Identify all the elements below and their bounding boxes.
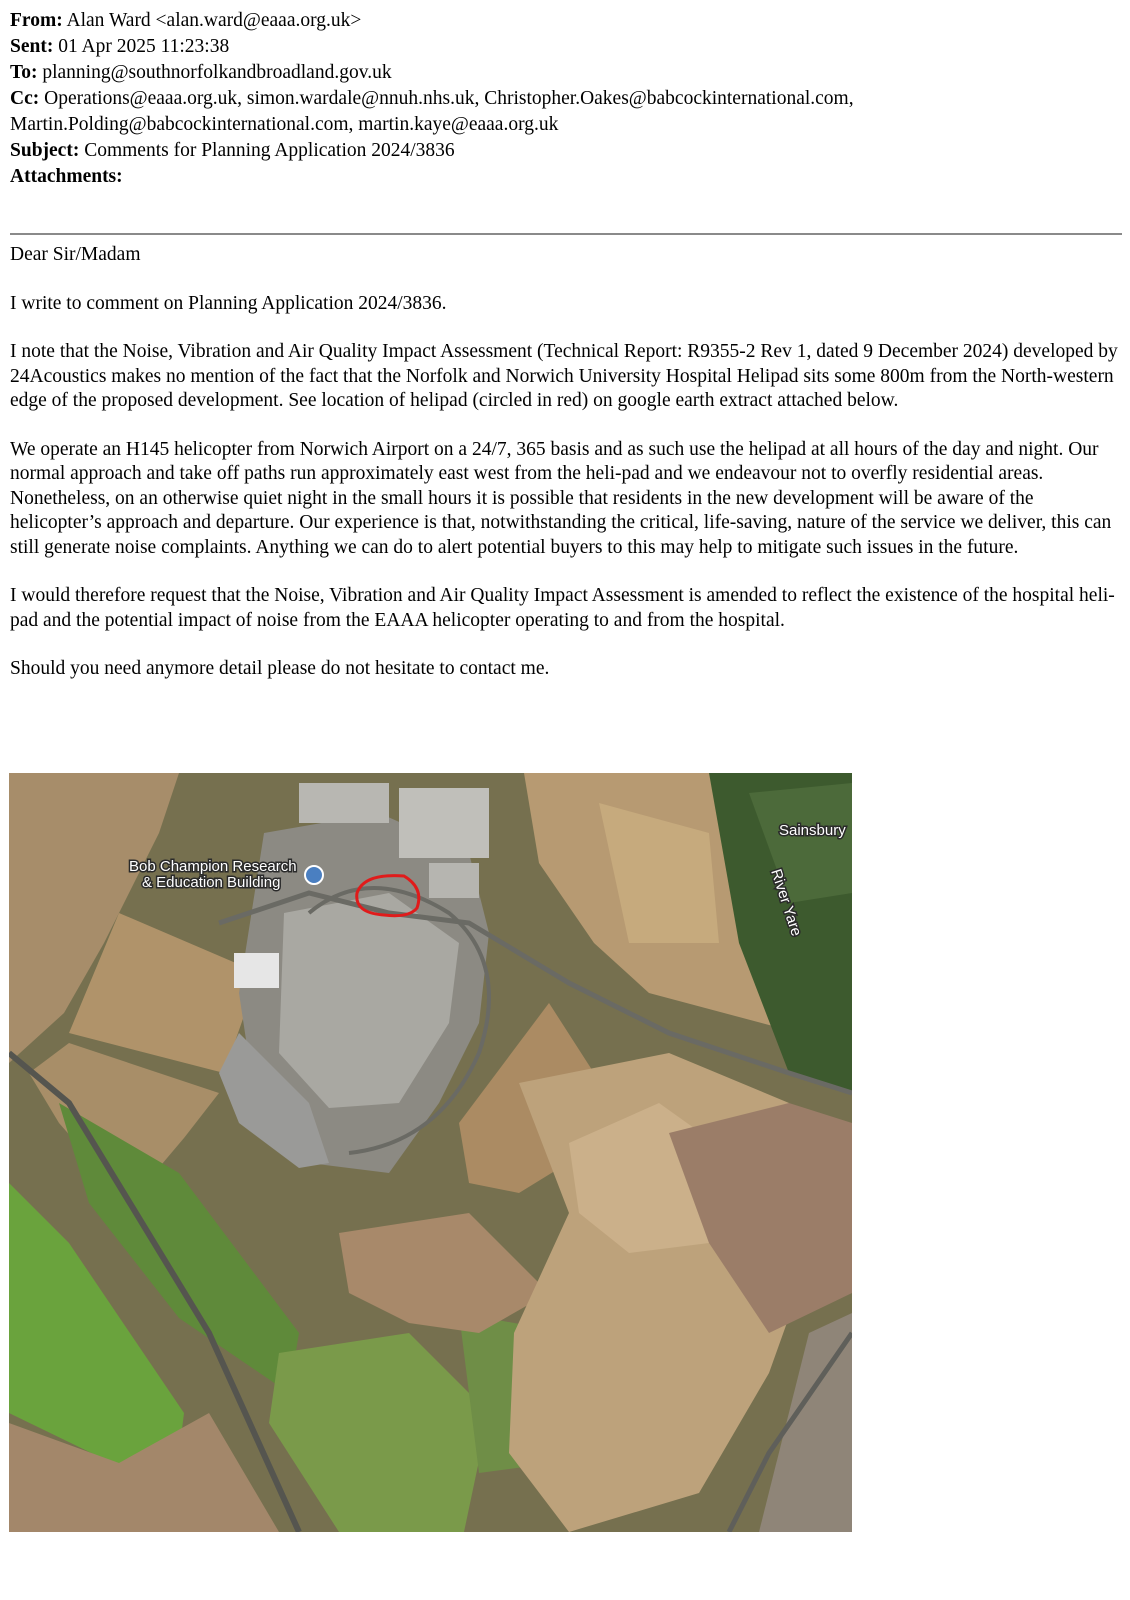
map-label-building-line2: & Education Building (142, 874, 281, 891)
cc-value-line1: Operations@eaaa.org.uk, simon.wardale@nnuh.nhs.uk, Christopher.Oakes@babcockinternational.com, (44, 88, 854, 109)
paragraph-5: Should you need anymore detail please do not hesitate to contact me. (10, 658, 550, 679)
paragraph-4: I would therefore request that the Noise, Vibration and Air Quality Impact Assessment is amended to reflect the existence of the hospital heli-pad and the potential impact of noise from the EAAA helicopter operating to and from the hospital. (10, 585, 1115, 631)
paragraph-1: I write to comment on Planning Application 2024/3836. (10, 292, 447, 314)
cc-label: Cc: (10, 88, 40, 109)
cc-line (10, 86, 1110, 112)
aerial-map-image (9, 773, 852, 1532)
sent-value: 01 Apr 2025 11:23:38 (58, 36, 230, 57)
map-label-store: Sainsbury (779, 822, 846, 839)
from-label: From: (10, 10, 63, 31)
cc-value-line2: Martin.Polding@babcockinternational.com, martin.kaye@eaaa.org.uk (10, 114, 559, 135)
to-value: planning@southnorfolkandbroadland.gov.uk (42, 62, 392, 83)
to-label: To: (10, 62, 38, 83)
sent-line (10, 34, 1110, 60)
header-divider (10, 233, 1122, 235)
education-icon (305, 866, 323, 884)
sent-label: Sent: (10, 36, 54, 57)
greeting: Dear Sir/Madam (10, 244, 141, 265)
aerial-map-drawing (9, 773, 852, 1532)
from-line (10, 8, 1110, 34)
map-label-river: River Yare (767, 866, 805, 939)
subject-line (10, 138, 1110, 164)
paragraph-3: We operate an H145 helicopter from Norwich Airport on a 24/7, 365 basis and as such use the helipad at all hours of the day and night. Our normal approach and take off paths run approximately east west from the heli-pad and we endeavour not to overfly residential areas. Nonetheless, on an otherwise quiet night in the small hours it is possible that residents in the new development will be aware of the helicopter’s approach and departure. Our experience is that, notwithstanding the critical, life-saving, nature of the service we deliver, this can still generate noise complaints. Anything we can do to alert potential buyers to this may help to mitigate such issues in the future. (10, 438, 1112, 558)
subject-label: Subject: (10, 140, 80, 161)
to-line (10, 60, 1110, 86)
paragraph-2: I note that the Noise, Vibration and Air Quality Impact Assessment (Technical Report: R9355-2 Rev 1, dated 9 December 2024) developed by 24Acoustics makes no mention of the fact that the Norfolk and Norwich University Hospital Helipad sits some 800m from the North-western edge of the proposed development. See location of helipad (circled in red) on google earth extract attached below. (10, 341, 1118, 411)
attachments-label: Attachments: (10, 166, 123, 187)
attachments-line (10, 164, 1110, 190)
cc-line-continued (10, 112, 1110, 138)
map-label-building-line1: Bob Champion Research (129, 858, 297, 875)
subject-value: Comments for Planning Application 2024/3836 (84, 140, 455, 161)
email-body (10, 243, 1120, 706)
from-value: Alan Ward <alan.ward@eaaa.org.uk> (66, 10, 362, 31)
email-header (10, 8, 1110, 190)
